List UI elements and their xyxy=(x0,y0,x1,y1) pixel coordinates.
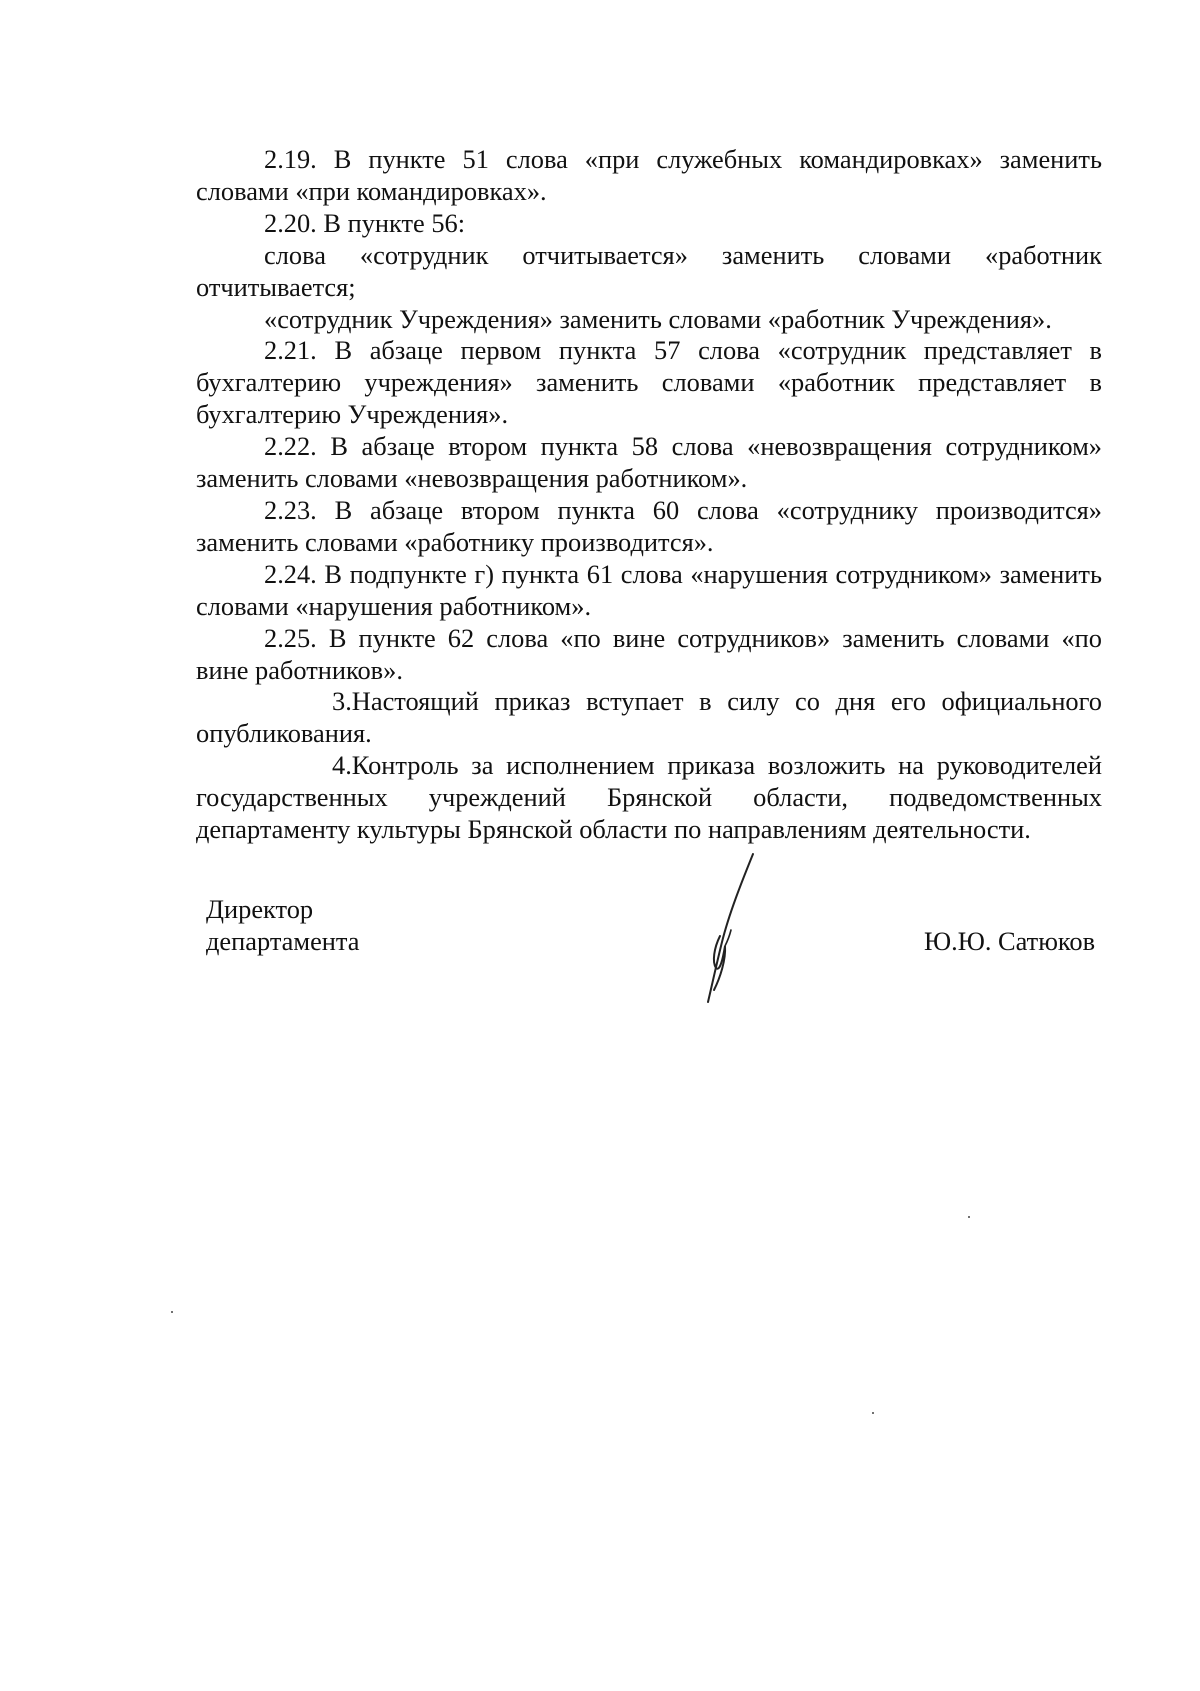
paragraph-2-20-item-2: «сотрудник Учреждения» заменить словами «работник Учреждения». xyxy=(264,303,1052,334)
paragraph-2-23: 2.23. В абзаце втором пункта 60 слова «сотруднику производится» заменить словами «работнику производится». xyxy=(196,494,1102,557)
handwritten-signature xyxy=(690,850,780,1010)
paragraph-text: Контроль за исполнением приказа возложить на руководителей государственных учреждений Брянской области, подведомственных департаменту культуры Брянской области по направлениям деятельности. xyxy=(196,750,1102,845)
scan-speck xyxy=(872,1412,874,1414)
paragraph-2-24: 2.24. В подпункте г) пункта 61 слова «нарушения сотрудником» заменить словами «нарушения работником». xyxy=(196,558,1102,621)
paragraph-number: 3. xyxy=(332,686,352,717)
paragraph-2-20-item-1: слова «сотрудник отчитывается» заменить словами «работник отчитывается; xyxy=(196,239,1102,302)
position-line-1: Директор xyxy=(206,894,314,924)
paragraph-2-25: 2.25. В пункте 62 слова «по вине сотрудников» заменить словами «по вине работников». xyxy=(196,622,1102,685)
scan-speck xyxy=(171,1311,173,1313)
scan-speck xyxy=(968,1216,970,1218)
paragraph-2-21: 2.21. В абзаце первом пункта 57 слова «сотрудник представляет в бухгалтерию учреждения» заменить словами «работник представляет в бухгалтерию Учреждения». xyxy=(196,335,1102,430)
paragraph-number: 4. xyxy=(332,750,352,781)
paragraph-3 xyxy=(196,686,1102,750)
signatory-position xyxy=(206,893,360,957)
signatory-name: Ю.Ю. Сатюков xyxy=(924,926,1096,956)
position-line-2: департамента xyxy=(206,926,360,956)
paragraph-text: Настоящий приказ вступает в силу со дня его официального опубликования. xyxy=(196,686,1102,749)
paragraph-2-22: 2.22. В абзаце втором пункта 58 слова «невозвращения сотрудником» заменить словами «невозвращения работником». xyxy=(196,431,1102,494)
paragraph-4 xyxy=(196,750,1102,846)
paragraph-2-19: 2.19. В пункте 51 слова «при служебных командировках» заменить словами «при командировках». xyxy=(196,144,1102,206)
paragraph-2-20: 2.20. В пункте 56: xyxy=(264,207,466,238)
document-body xyxy=(196,144,1102,846)
